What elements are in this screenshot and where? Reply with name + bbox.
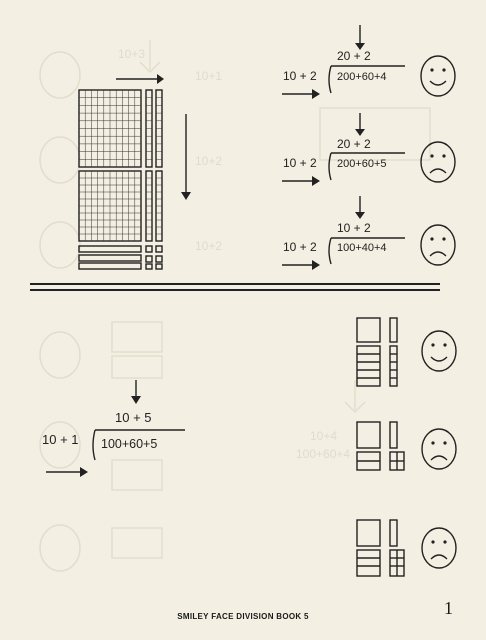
arrow-right-icon [312, 176, 320, 186]
unit-cube [146, 256, 152, 262]
ten-rod [79, 246, 141, 252]
happy-face-icon [421, 56, 455, 96]
divisor: 10 + 2 [283, 240, 317, 254]
block-model-2 [357, 422, 404, 470]
division-problem-3 [282, 196, 455, 270]
division-problem-1 [282, 25, 455, 99]
sad-face-icon [421, 225, 455, 265]
book-title: SMILEY FACE DIVISION BOOK 5 [177, 612, 309, 621]
bleed-text-d: 10+3 [118, 47, 146, 61]
sad-face-icon [421, 142, 455, 182]
arrow-right-icon [312, 260, 320, 270]
quotient: 20 + 2 [337, 49, 371, 63]
dividend: 200+60+5 [337, 158, 387, 170]
bleed-text-c: 10+2 [195, 239, 223, 253]
base-ten-blocks-top [79, 74, 191, 269]
dividend: 200+60+4 [337, 71, 387, 83]
bleed-text-e: 10+4 [310, 429, 338, 443]
unit-cube [146, 246, 152, 252]
block-model-3 [357, 520, 404, 576]
sad-face-icon [422, 528, 456, 568]
bleed-text-f: 100+60+4 [296, 447, 351, 461]
bleed-through [40, 40, 430, 571]
arrow-down-icon [355, 212, 365, 219]
unit-cube [146, 264, 152, 269]
quotient: 10 + 2 [337, 221, 371, 235]
ten-rod [79, 255, 141, 261]
quotient: 20 + 2 [337, 137, 371, 151]
block-model-1 [357, 318, 397, 386]
divisor: 10 + 2 [283, 69, 317, 83]
unit-cube [156, 264, 162, 269]
ten-rod [79, 263, 141, 269]
division-problem-2 [282, 113, 455, 186]
page-number: 1 [444, 598, 453, 618]
quotient: 10 + 5 [115, 410, 152, 425]
section-divider [30, 284, 440, 290]
arrow-right-icon [80, 467, 88, 477]
bleed-text-b: 10+2 [195, 154, 223, 168]
bleed-text-a: 10+1 [195, 69, 223, 83]
sad-face-icon [422, 429, 456, 469]
arrow-down-icon [131, 396, 141, 404]
divisor: 10 + 1 [42, 432, 79, 447]
happy-face-icon [422, 331, 456, 371]
arrow-right-icon [312, 89, 320, 99]
unit-cube [156, 256, 162, 262]
dividend: 100+60+5 [101, 437, 158, 451]
divisor: 10 + 2 [283, 156, 317, 170]
dividend: 100+40+4 [337, 242, 387, 254]
division-problem-bottom [42, 380, 185, 477]
arrow-down-icon [355, 129, 365, 136]
unit-cube [156, 246, 162, 252]
